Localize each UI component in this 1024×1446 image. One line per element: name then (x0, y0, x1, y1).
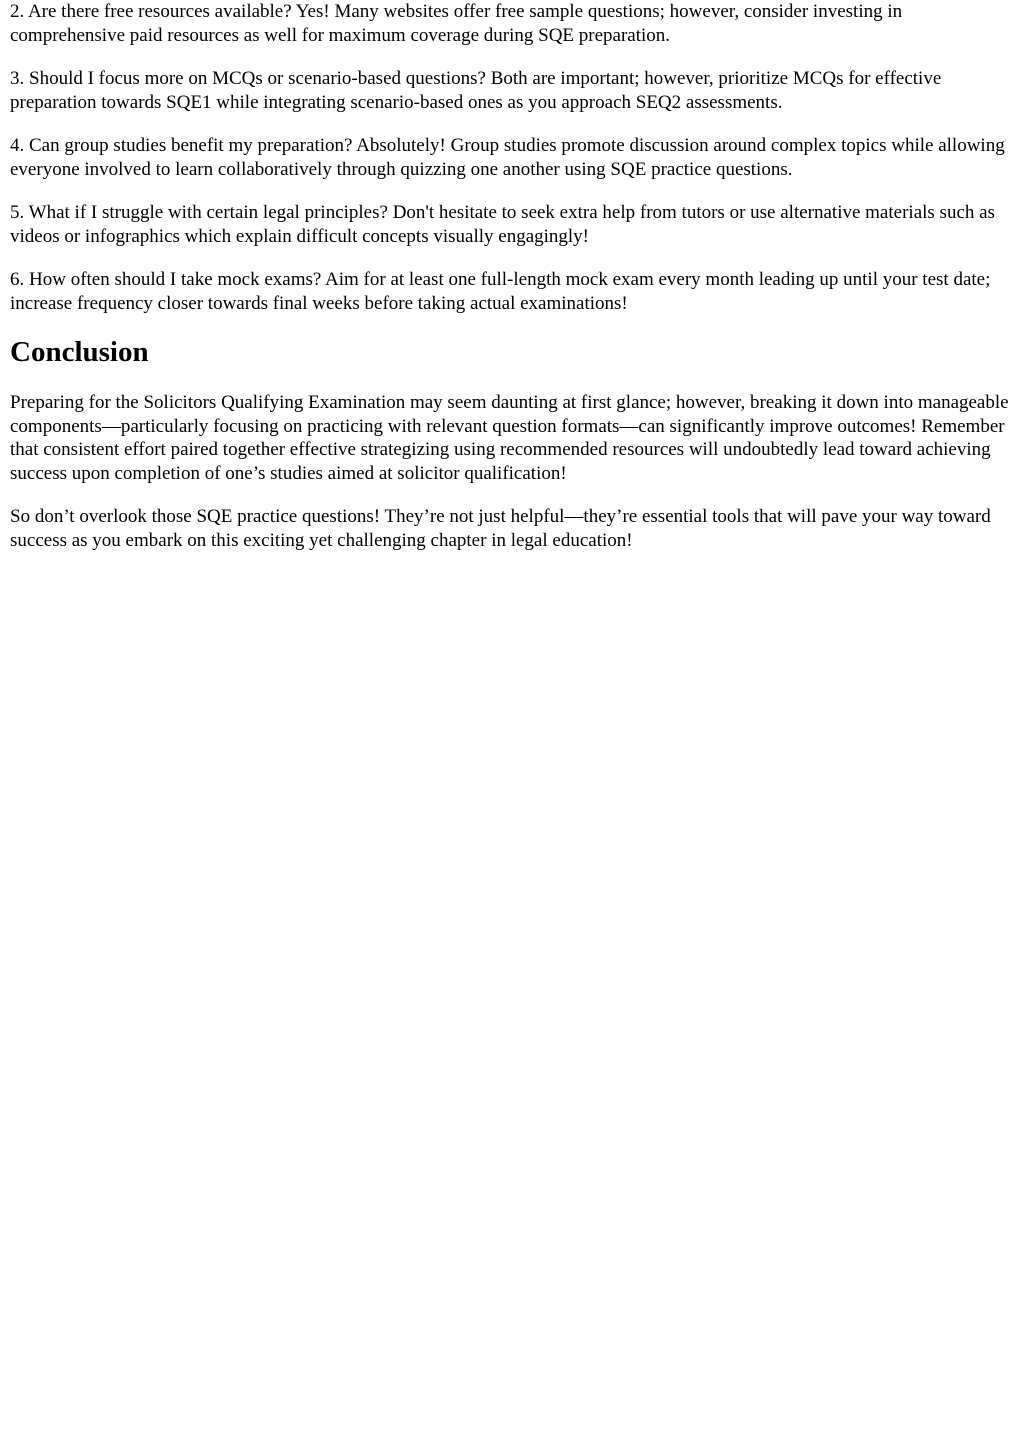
faq-item-4: 4. Can group studies benefit my preparation? Absolutely! Group studies promote discussion around complex topics while allowing everyone involved to learn collaboratively through quizzing one another using SQE practice questions. (10, 135, 1005, 180)
conclusion-paragraph-1: Preparing for the Solicitors Qualifying Examination may seem daunting at first glance; however, breaking it down into manageable components—particularly focusing on practicing with relevant question formats—can significantly improve outcomes! Remember that consistent effort paired together effective strategizing using recommended resources will undoubtedly lead toward achieving success upon completion of one’s studies aimed at solicitor qualification! (10, 392, 1009, 484)
faq-list (10, 0, 1016, 315)
faq-item-2: 2. Are there free resources available? Yes! Many websites offer free sample questions; however, consider investing in comprehensive paid resources as well for maximum coverage during SQE preparation. (10, 1, 903, 46)
faq-item-3: 3. Should I focus more on MCQs or scenario-based questions? Both are important; however, prioritize MCQs for effective preparation towards SQE1 while integrating scenario-based ones as you approach SEQ2 assessments. (10, 68, 942, 113)
faq-item-5: 5. What if I struggle with certain legal principles? Don't hesitate to seek extra help from tutors or use alternative materials such as videos or infographics which explain difficult concepts visually engagingly! (10, 202, 995, 247)
conclusion-section (10, 335, 1016, 552)
conclusion-paragraph-2: So don’t overlook those SQE practice questions! They’re not just helpful—they’re essential tools that will pave your way toward success as you embark on this exciting yet challenging chapter in legal education! (10, 506, 991, 551)
faq-item-6: 6. How often should I take mock exams? Aim for at least one full-length mock exam every month leading up until your test date; increase frequency closer towards final weeks before taking actual examinations! (10, 269, 991, 314)
conclusion-heading: Conclusion (10, 336, 149, 368)
